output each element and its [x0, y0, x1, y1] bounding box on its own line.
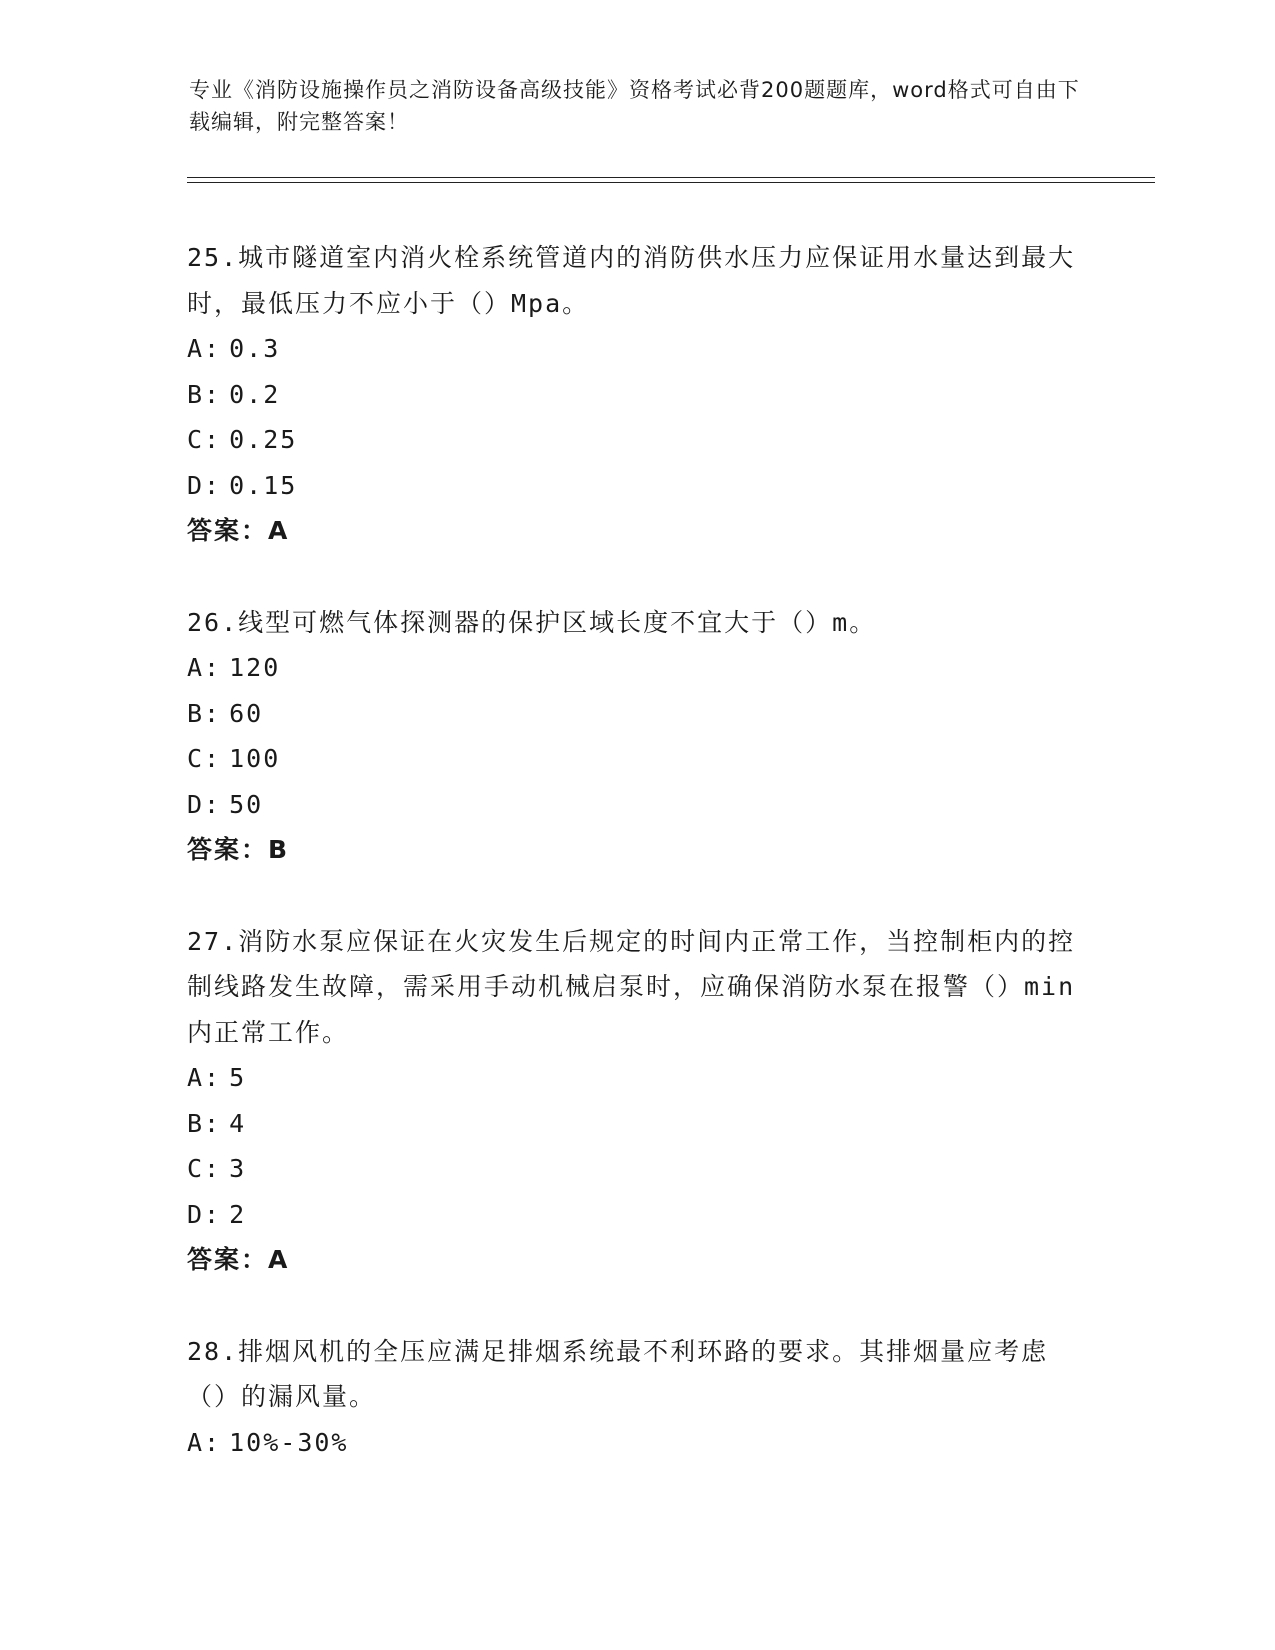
- option-c: [187, 1146, 1087, 1192]
- option-letter: A:: [187, 334, 222, 363]
- option-text: 3: [229, 1154, 247, 1183]
- option-letter: A:: [187, 1063, 222, 1092]
- question-28: [187, 1329, 1087, 1466]
- question-list: [187, 235, 1087, 1511]
- option-text: 5: [229, 1063, 247, 1092]
- answer-line: 答案：A: [187, 1245, 290, 1274]
- document-header: 专业《消防设施操作员之消防设备高级技能》资格考试必背200题题库，word格式可自由下载编辑，附完整答案！: [189, 78, 1080, 134]
- option-letter: B:: [187, 698, 222, 728]
- question-26: [187, 600, 1087, 873]
- option-letter: D:: [187, 1199, 222, 1229]
- option-c: [187, 736, 1087, 782]
- option-b: [187, 691, 1087, 737]
- header-rule-bottom: [187, 182, 1155, 183]
- option-letter: C:: [187, 744, 222, 773]
- option-d: [187, 1192, 1087, 1238]
- option-a: [187, 1420, 1087, 1466]
- option-letter: D:: [187, 789, 222, 819]
- option-letter: A:: [187, 1427, 222, 1457]
- option-text: 60: [229, 698, 264, 728]
- question-25: [187, 235, 1087, 554]
- option-text: 10%-30%: [229, 1427, 349, 1457]
- option-a: [187, 1055, 1087, 1101]
- option-letter: B:: [187, 379, 222, 409]
- question-stem: 27.消防水泵应保证在火灾发生后规定的时间内正常工作，当控制柜内的控制线路发生故障，需采用手动机械启泵时，应确保消防水泵在报警（）min内正常工作。: [187, 926, 1076, 1047]
- option-letter: C:: [187, 425, 222, 454]
- option-b: [187, 1101, 1087, 1147]
- option-text: 100: [229, 744, 281, 773]
- option-d: [187, 463, 1087, 509]
- option-a: [187, 645, 1087, 691]
- option-b: [187, 372, 1087, 418]
- option-text: 0.3: [229, 334, 281, 363]
- option-letter: D:: [187, 470, 222, 500]
- option-letter: B:: [187, 1108, 222, 1138]
- question-stem: 25.城市隧道室内消火栓系统管道内的消防供水压力应保证用水量达到最大时，最低压力不应小于（）Mpa。: [187, 243, 1076, 318]
- option-text: 4: [229, 1108, 247, 1138]
- question-stem: 28.排烟风机的全压应满足排烟系统最不利环路的要求。其排烟量应考虑（）的漏风量。: [187, 1336, 1049, 1411]
- question-27: [187, 919, 1087, 1283]
- answer-line: 答案：A: [187, 516, 290, 545]
- option-letter: C:: [187, 1154, 222, 1183]
- option-text: 2: [229, 1199, 247, 1229]
- header-rule-top: [187, 177, 1155, 178]
- option-text: 120: [229, 653, 281, 682]
- option-text: 0.25: [229, 425, 298, 454]
- option-text: 0.2: [229, 379, 281, 409]
- answer-line: 答案：B: [187, 835, 290, 864]
- option-d: [187, 782, 1087, 828]
- question-stem: 26.线型可燃气体探测器的保护区域长度不宜大于（）m。: [187, 607, 877, 637]
- option-text: 50: [229, 789, 264, 819]
- option-c: [187, 417, 1087, 463]
- option-letter: A:: [187, 653, 222, 682]
- option-text: 0.15: [229, 470, 298, 500]
- option-a: [187, 326, 1087, 372]
